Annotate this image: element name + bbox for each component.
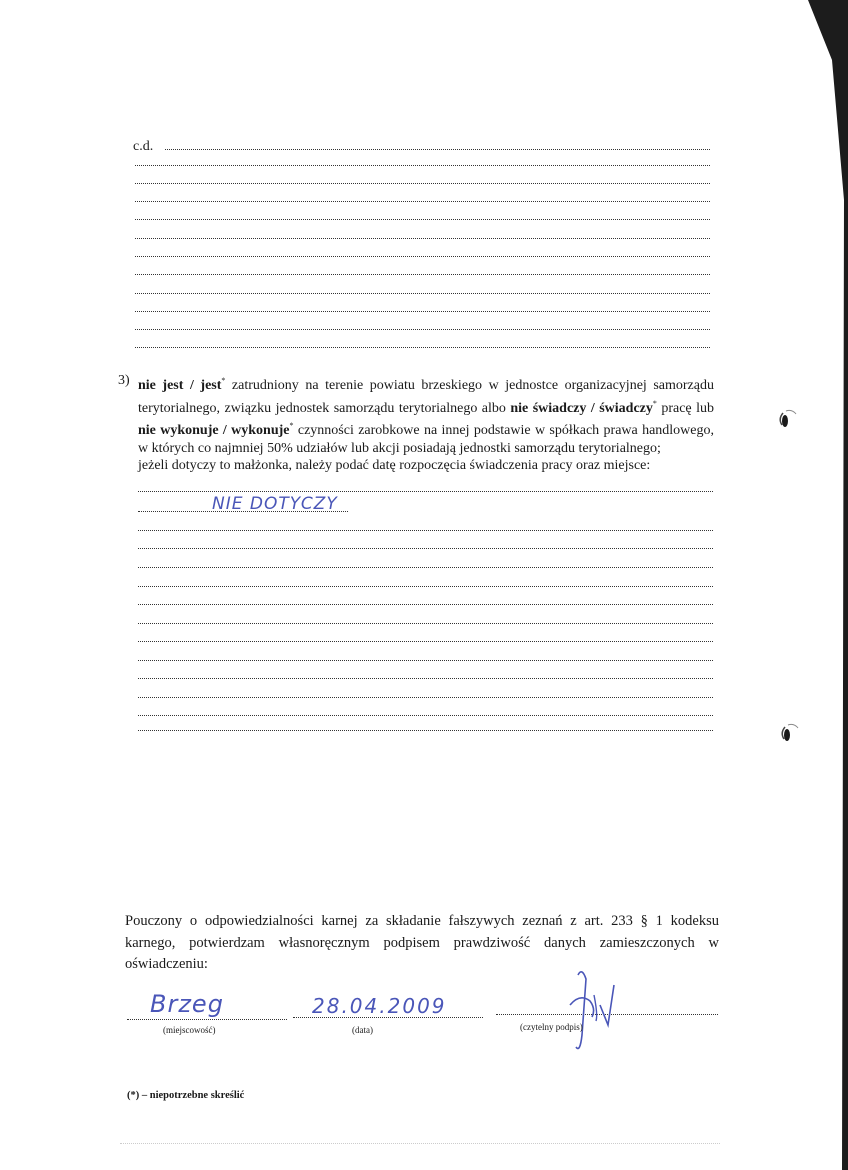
option-work: nie świadczy / świadczy bbox=[510, 400, 653, 416]
fill-line bbox=[138, 548, 713, 549]
bottom-scan-line bbox=[120, 1143, 720, 1144]
place-line bbox=[127, 1019, 287, 1020]
punch-hole-top bbox=[774, 405, 800, 431]
place-caption: (miejscowość) bbox=[163, 1025, 216, 1035]
fill-line bbox=[135, 293, 710, 294]
handwritten-answer: NIE DOTYCZY bbox=[212, 494, 338, 514]
date-caption: (data) bbox=[352, 1025, 373, 1035]
handwritten-signature bbox=[560, 965, 630, 1060]
fill-line bbox=[138, 623, 713, 624]
fill-line bbox=[138, 660, 713, 661]
fill-line bbox=[138, 586, 713, 587]
fill-line bbox=[138, 530, 713, 531]
fill-line bbox=[135, 256, 710, 257]
fill-line bbox=[135, 201, 710, 202]
scan-edge-shadow bbox=[808, 0, 848, 1170]
spouse-instruction: jeżeli dotyczy to małżonka, należy podać datę rozpoczęcia świadczenia pracy oraz miejsce: bbox=[138, 458, 651, 473]
fill-line bbox=[138, 604, 713, 605]
fill-line bbox=[138, 641, 713, 642]
fill-line bbox=[138, 491, 713, 492]
fill-line bbox=[135, 183, 710, 184]
continuation-label: c.d. bbox=[133, 139, 154, 154]
handwritten-date: 28.04.2009 bbox=[312, 994, 447, 1018]
section-3-statement bbox=[118, 372, 714, 475]
fill-line bbox=[135, 165, 710, 166]
fill-line bbox=[135, 219, 710, 220]
declaration-text: Pouczony o odpowiedzialności karnej za składanie fałszywych zeznań z art. 233 § 1 kodeksu karnego, potwierdzam własnoręcznym podpisem prawdziwość danych zamieszczonych w oświadczeniu: bbox=[125, 913, 719, 972]
option-employment: nie jest / jest bbox=[138, 378, 222, 393]
fill-line bbox=[135, 347, 710, 348]
footnote: (*) – niepotrzebne skreślić bbox=[127, 1090, 245, 1101]
punch-hole-bottom bbox=[776, 719, 802, 745]
fill-line bbox=[135, 238, 710, 239]
signature-caption: (czytelny podpis) bbox=[520, 1022, 583, 1032]
fill-line bbox=[135, 274, 710, 275]
section-number: 3) bbox=[118, 373, 130, 388]
fill-line bbox=[138, 715, 713, 716]
fill-line bbox=[138, 730, 713, 731]
fill-line bbox=[135, 311, 710, 312]
section-3-text: nie jest / jest* zatrudniony na terenie powiatu brzeskiego w jednostce organizacyjnej samorządu terytorialnego, związku jednostek samorządu terytorialnego albo nie świadczy / świadczy* pracę lub nie wykonuje / wykonuje* czynności zarobkowe na innej podstawie w spółkach prawa handlowego, w których co najmniej 50% udziałów lub akcji posiadają jednostki samorządu terytorialnego; jeżeli dotyczy to małżonka, należy podać datę rozpoczęcia świadczenia pracy oraz miejsce: bbox=[138, 376, 715, 473]
option-activity: nie wykonuje / wykonuje bbox=[138, 423, 290, 438]
fill-line bbox=[138, 567, 713, 568]
fill-line bbox=[138, 678, 713, 679]
handwritten-place: Brzeg bbox=[150, 990, 224, 1018]
fill-line bbox=[138, 697, 713, 698]
fill-line bbox=[165, 149, 710, 150]
fill-line bbox=[135, 329, 710, 330]
